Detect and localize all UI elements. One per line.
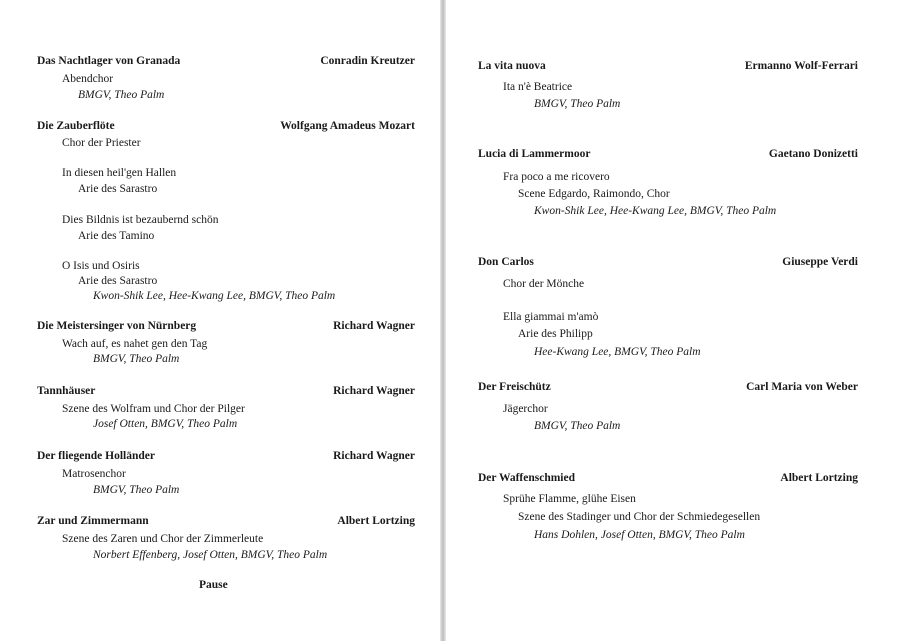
program-item: Arie des Philipp	[518, 328, 593, 340]
opera-title: Don Carlos	[478, 256, 534, 268]
program-page-left	[0, 0, 443, 641]
opera-title: Lucia di Lammermoor	[478, 148, 591, 160]
composer-name: Richard Wagner	[333, 320, 415, 332]
performers: Kwon-Shik Lee, Hee-Kwang Lee, BMGV, Theo Palm	[534, 205, 777, 217]
composer-name: Conradin Kreutzer	[320, 55, 415, 67]
opera-title: Die Zauberflöte	[37, 120, 115, 132]
opera-title: La vita nuova	[478, 60, 546, 72]
opera-title: Zar und Zimmermann	[37, 515, 149, 527]
performers: BMGV, Theo Palm	[78, 89, 165, 101]
performers: BMGV, Theo Palm	[534, 420, 621, 432]
program-item: Dies Bildnis ist bezaubernd schön	[62, 214, 219, 226]
performers: Hans Dohlen, Josef Otten, BMGV, Theo Palm	[534, 529, 745, 541]
program-item: Ella giammai m'amò	[503, 311, 599, 323]
composer-name: Gaetano Donizetti	[768, 148, 858, 160]
program-item: Chor der Priester	[62, 137, 141, 149]
opera-title: Tannhäuser	[37, 385, 96, 397]
program-item: Chor der Mönche	[503, 278, 585, 290]
program-item: Szene des Zaren und Chor der Zimmerleute	[62, 533, 264, 545]
composer-name: Richard Wagner	[333, 385, 415, 397]
program-item: Scene Edgardo, Raimondo, Chor	[518, 188, 670, 200]
performers: Josef Otten, BMGV, Theo Palm	[93, 418, 238, 430]
program-item: Sprühe Flamme, glühe Eisen	[503, 493, 636, 505]
program-item: Szene des Stadinger und Chor der Schmiedegesellen	[518, 511, 761, 523]
intermission-label: Pause	[199, 579, 228, 591]
performers: BMGV, Theo Palm	[93, 484, 180, 496]
performers: BMGV, Theo Palm	[93, 353, 180, 365]
program-item: O Isis und Osiris	[62, 260, 140, 272]
program-item: Fra poco a me ricovero	[503, 171, 610, 183]
program-page-right	[446, 0, 900, 641]
composer-name: Richard Wagner	[333, 450, 415, 462]
composer-name: Carl Maria von Weber	[746, 381, 858, 393]
performers: Kwon-Shik Lee, Hee-Kwang Lee, BMGV, Theo Palm	[93, 290, 336, 302]
program-item: Wach auf, es nahet gen den Tag	[62, 338, 208, 350]
program-item: Matrosenchor	[62, 468, 126, 480]
opera-title: Der fliegende Holländer	[37, 450, 155, 462]
program-item: Arie des Tamino	[78, 230, 155, 242]
composer-name: Giuseppe Verdi	[782, 256, 858, 268]
program-item: In diesen heil'gen Hallen	[62, 167, 177, 179]
program-item: Arie des Sarastro	[78, 183, 158, 195]
opera-title: Das Nachtlager von Granada	[37, 55, 181, 67]
composer-name: Albert Lortzing	[780, 472, 858, 484]
composer-name: Albert Lortzing	[337, 515, 415, 527]
program-item: Ita n'è Beatrice	[503, 81, 573, 93]
composer-name: Wolfgang Amadeus Mozart	[280, 120, 415, 132]
performers: Hee-Kwang Lee, BMGV, Theo Palm	[534, 346, 701, 358]
performers: BMGV, Theo Palm	[534, 98, 621, 110]
opera-title: Der Freischütz	[478, 381, 551, 393]
program-item: Jägerchor	[503, 403, 548, 415]
composer-name: Ermanno Wolf-Ferrari	[744, 60, 858, 72]
opera-title: Die Meistersinger von Nürnberg	[37, 320, 197, 332]
program-item: Arie des Sarastro	[78, 275, 158, 287]
opera-title: Der Waffenschmied	[478, 472, 575, 484]
program-item: Szene des Wolfram und Chor der Pilger	[62, 403, 245, 415]
performers: Norbert Effenberg, Josef Otten, BMGV, Theo Palm	[93, 549, 328, 561]
program-item: Abendchor	[62, 73, 114, 85]
